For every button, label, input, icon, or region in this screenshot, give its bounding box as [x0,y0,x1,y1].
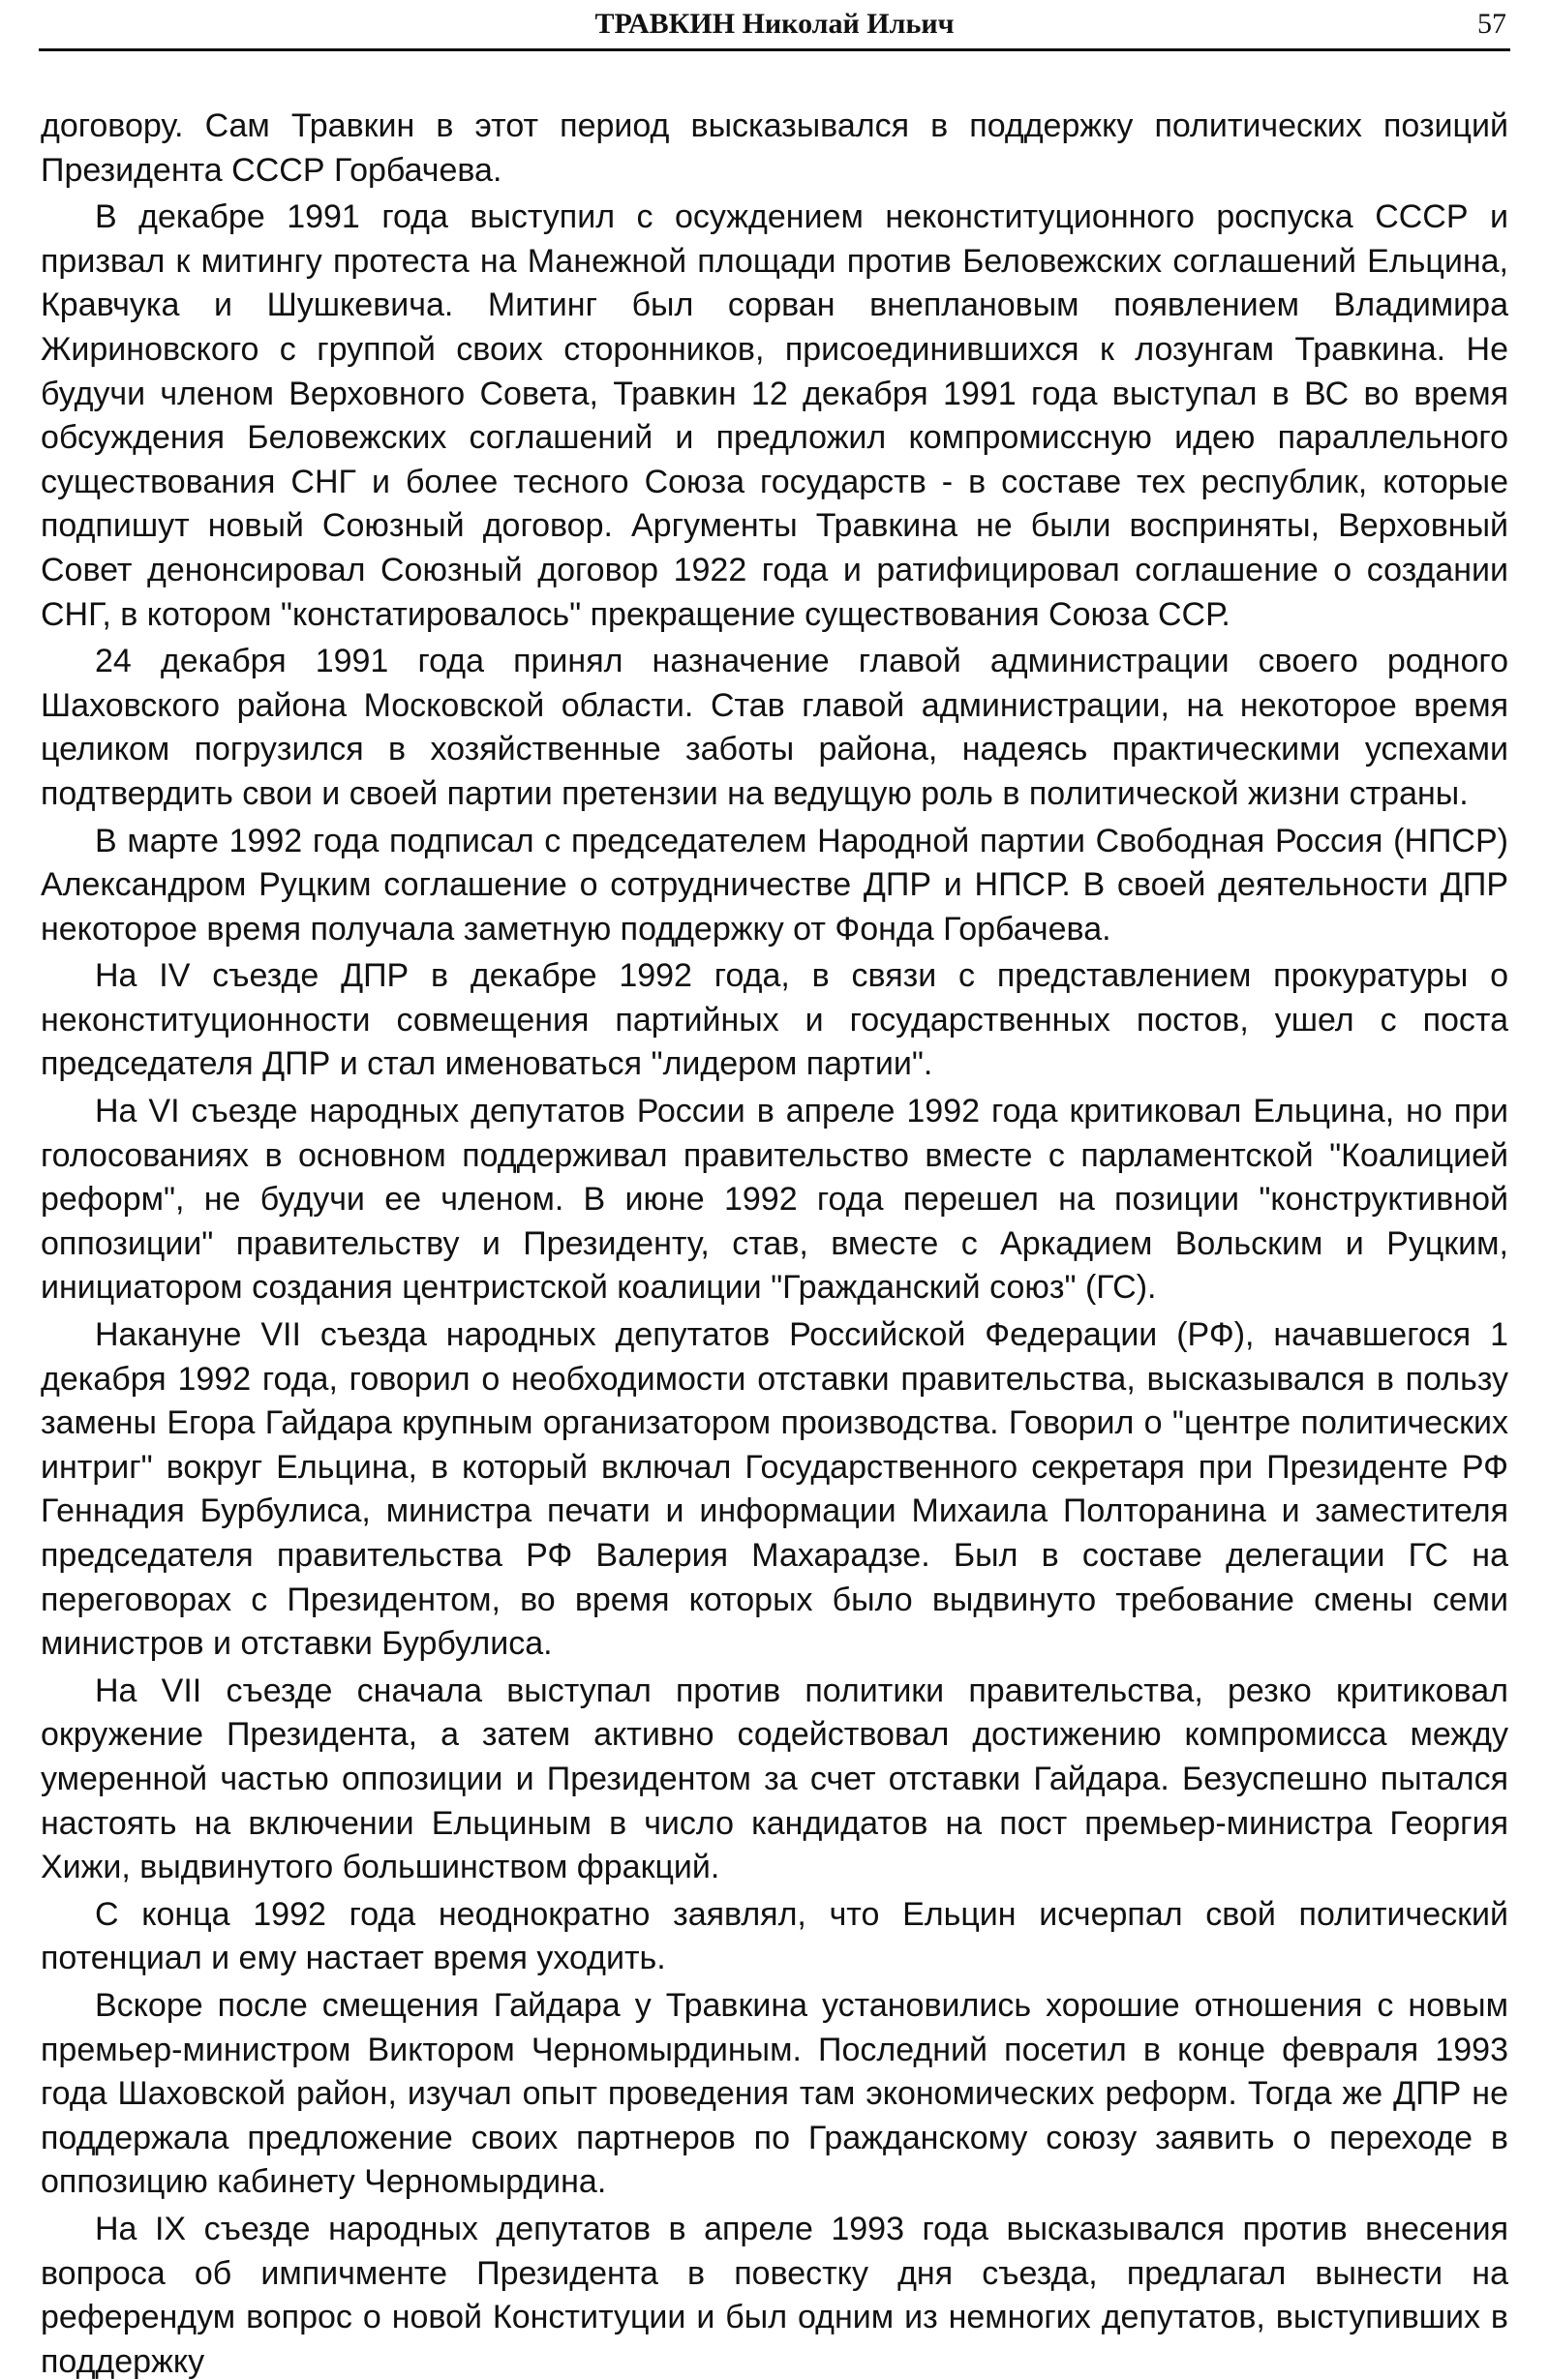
paragraph-9: С конца 1992 года неоднократно заявлял, что Ельцин исчерпал свой политический потенциал и ему настает время уходить. [41,1895,1508,1977]
paragraph-5: На IV съезде ДПР в декабре 1992 года, в связи с представлением прокуратуры о неконституционности совмещения партийных и государственных постов, ушел с поста председателя ДПР и стал именоваться "лидером партии". [41,957,1508,1083]
article-body [41,105,1508,2380]
paragraph-1: договору. Сам Травкин в этот период высказывался в поддержку политических позиций Президента СССР Горбачева. [41,107,1508,189]
paragraph-11: На IX съезде народных депутатов в апреле 1993 года высказывался против внесения вопроса об импичменте Президента в повестку дня съезда, предлагал вынести на референдум вопрос о новой Конституции и был одним из немногих депутатов, выступивших в поддержку [41,2210,1508,2380]
paragraph-8: На VII съезде сначала выступал против политики правительства, резко критиковал окружение Президента, а затем активно содействовал достижению компромисса между умеренной частью оппозиции и Президентом за счет отставки Гайдара. Безуспешно пытался настоять на включении Ельциным в число кандидатов на пост премьер-министра Георгия Хижи, выдвинутого большинством фракций. [41,1672,1508,1886]
paragraph-2: В декабре 1991 года выступил с осуждением неконституционного роспуска СССР и призвал к митингу протеста на Манежной площади против Беловежских соглашений Ельцина, Кравчука и Шушкевича. Митинг был сорван внеплановым появлением Владимира Жириновского с группой своих сторонников, присоединившихся к лозунгам Травкина. Не будучи членом Верховного Совета, Травкин 12 декабря 1991 года выступал в ВС во время обсуждения Беловежских соглашений и предложил компромиссную идею параллельного существования СНГ и более тесного Союза государств - в составе тех республик, которые подпишут новый Союзный договор. Аргументы Травкина не были восприняты, Верховный Совет денонсировал Союзный договор 1922 года и ратифицировал соглашение о создании СНГ, в котором "констатировалось" прекращение существования Союза ССР. [41,198,1508,633]
header-title: ТРАВКИН Николай Ильич [594,8,955,40]
paragraph-7: Накануне VII съезда народных депутатов Российской Федерации (РФ), начавшегося 1 декабря 1992 года, говорил о необходимости отставки правительства, высказывался в пользу замены Егора Гайдара крупным организатором производства. Говорил о "центре политических интриг" вокруг Ельцина, в который включал Государственного секретаря при Президенте РФ Геннадия Бурбулиса, министра печати и информации Михаила Полторанина и заместителя председателя правительства РФ Валерия Махарадзе. Был в составе делегации ГС на переговорах с Президентом, во время которых было выдвинуто требование смены семи министров и отставки Бурбулиса. [41,1316,1508,1663]
page-number: 57 [1477,8,1506,40]
running-header [39,0,1510,51]
paragraph-10: Вскоре после смещения Гайдара у Травкина установились хорошие отношения с новым премьер-министром Виктором Черномырдиным. Последний посетил в конце февраля 1993 года Шаховской район, изучал опыт проведения там экономических реформ. Тогда же ДПР не поддержала предложение своих партнеров по Гражданскому союзу заявить о переходе в оппозицию кабинету Черномырдина. [41,1986,1508,2201]
paragraph-6: На VI съезде народных депутатов России в апреле 1992 года критиковал Ельцина, но при голосованиях в основном поддерживал правительство вместе с парламентской "Коалицией реформ", не будучи ее членом. В июне 1992 года перешел на позиции "конструктивной оппозиции" правительству и Президенту, став, вместе с Аркадием Вольским и Руцким, инициатором создания центристской коалиции "Гражданский союз" (ГС). [41,1093,1508,1307]
paragraph-3: 24 декабря 1991 года принял назначение главой администрации своего родного Шаховского района Московской области. Став главой администрации, на некоторое время целиком погрузился в хозяйственные заботы района, надеясь практическими успехами подтвердить свои и своей партии претензии на ведущую роль в политической жизни страны. [41,643,1508,812]
paragraph-4: В марте 1992 года подписал с председателем Народной партии Свободная Россия (НПСР) Александром Руцким соглашение о сотрудничестве ДПР и НПСР. В своей деятельности ДПР некоторое время получала заметную поддержку от Фонда Горбачева. [41,822,1508,948]
